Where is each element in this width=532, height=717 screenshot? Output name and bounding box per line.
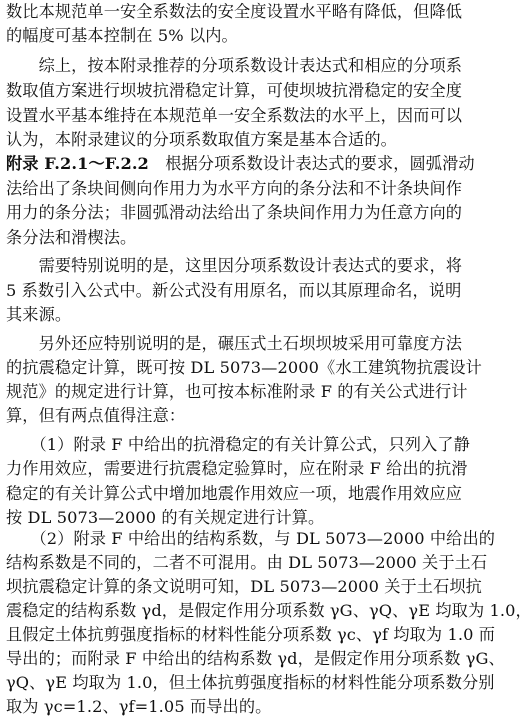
text-line: γQ、γE 均取为 1.0，但土体抗剪强度指标的材料性能分项系数分别: [6, 673, 495, 692]
text-line: 的幅度可基本控制在 5% 以内。: [6, 26, 238, 45]
text-line: 稳定的有关计算公式中增加地震作用效应一项，地震作用效应应: [6, 484, 463, 503]
text-line: 取为 γc=1.2、γf=1.05 而导出的。: [6, 697, 272, 716]
text-line: 且假定土体抗剪强度指标的材料性能分项系数 γc、γf 均取为 1.0 而: [6, 625, 496, 644]
text-line: 另外还应特别说明的是，碾压式土石坝坝坡采用可靠度方法: [6, 334, 463, 353]
text-line: 按 DL 5073—2000 的有关规定进行计算。: [6, 508, 325, 527]
text-line: （1）附录 F 中给出的抗滑稳定的有关计算公式，只列入了静: [6, 435, 470, 454]
text-line: 法给出了条块间侧向作用力为水平方向的条分法和不计条块间作: [6, 179, 463, 198]
section-heading: 附录 F.2.1～F.2.2: [6, 154, 149, 173]
text-line: 算，但有两点值得注意：: [6, 406, 186, 425]
text-line: 用力的条分法；非圆弧滑动法给出了条块间作用力为任意方向的: [6, 203, 463, 222]
text-line-rest: 根据分项系数设计表达式的要求，圆弧滑动: [148, 154, 475, 173]
text-line: 数取值方案进行坝坡抗滑稳定计算，可使坝坡抗滑稳定的安全度: [6, 81, 463, 100]
text-line: 规范》的规定进行计算，也可按本标准附录 F 的有关公式进行计: [6, 382, 468, 401]
text-line: 坝抗震稳定计算的条文说明可知，DL 5073—2000 关于土石坝抗: [6, 577, 482, 596]
text-line-with-heading: [6, 154, 475, 174]
text-line: 的抗震稳定计算，既可按 DL 5073—2000《水工建筑物抗震设计: [6, 358, 482, 377]
text-line: 其来源。: [6, 305, 72, 324]
text-line: 综上，按本附录推荐的分项系数设计表达式和相应的分项系: [6, 56, 463, 75]
text-line: 震稳定的结构系数 γd，是假定作用分项系数 γG、γQ、γE 均取为 1.0，: [6, 601, 532, 620]
text-line: 导出的；而附录 F 中给出的结构系数 γd，是假定作用分项系数 γG、: [6, 649, 505, 668]
text-line: 条分法和滑楔法。: [6, 228, 137, 247]
text-line: 结构系数是不同的，二者不可混用。由 DL 5073—2000 关于土石: [6, 553, 488, 572]
text-line: 力作用效应，需要进行抗震稳定验算时，应在附录 F 给出的抗滑: [6, 459, 468, 478]
text-line: 5 系数引入公式中。新公式没有用原名，而以其原理命名，说明: [6, 281, 462, 300]
text-line: 认为，本附录建议的分项系数取值方案是基本合适的。: [6, 130, 397, 149]
text-line: 设置水平基本维持在本规范单一安全系数法的水平上，因而可以: [6, 106, 463, 125]
text-line: （2）附录 F 中给出的结构系数，与 DL 5073—2000 中给出的: [6, 529, 496, 548]
text-line: 数比本规范单一安全系数法的安全度设置水平略有降低，但降低: [6, 2, 463, 21]
text-line: 需要特别说明的是，这里因分项系数设计表达式的要求，将: [6, 256, 463, 275]
